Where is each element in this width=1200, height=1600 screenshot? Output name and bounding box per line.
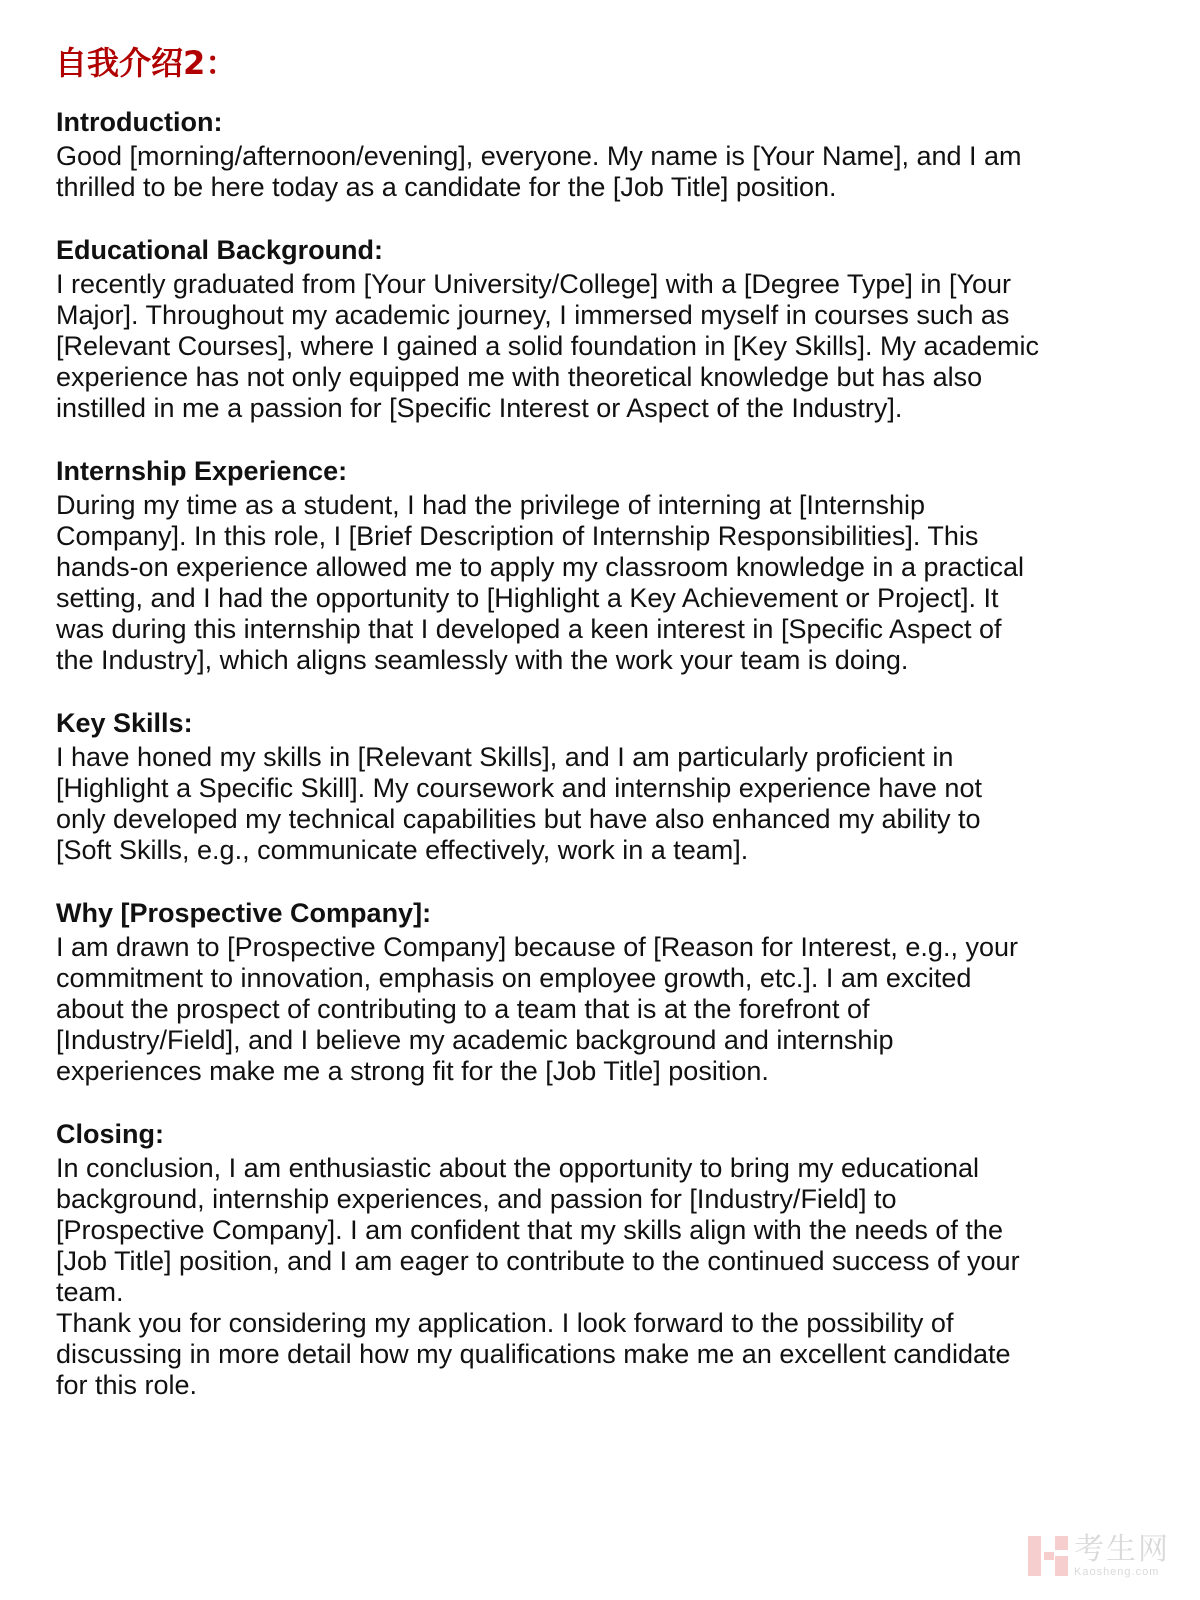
paragraph-line: Good [morning/afternoon/evening], everyone. My name is [Your Name], and I am <box>56 141 1022 171</box>
paragraph-line: Company]. In this role, I [Brief Description of Internship Responsibilities]. This <box>56 521 979 551</box>
paragraph-line: was during this internship that I developed a keen interest in [Specific Aspect of <box>56 614 1002 644</box>
section <box>56 897 1039 1087</box>
paragraph-line: [Industry/Field], and I believe my academic background and internship <box>56 1025 894 1055</box>
paragraph-line: background, internship experiences, and passion for [Industry/Field] to <box>56 1184 897 1214</box>
paragraph-line: During my time as a student, I had the privilege of interning at [Internship <box>56 490 925 520</box>
paragraph-line: In conclusion, I am enthusiastic about the opportunity to bring my educational <box>56 1153 980 1183</box>
section-heading: Internship Experience: <box>56 456 348 486</box>
section-heading: Educational Background: <box>56 235 384 265</box>
paragraph-line: experiences make me a strong fit for the [Job Title] position. <box>56 1056 769 1086</box>
section-heading: Key Skills: <box>56 708 193 738</box>
document-title: 自我介绍2： <box>55 44 238 82</box>
paragraph-line: setting, and I had the opportunity to [Highlight a Key Achievement or Project]. It <box>56 583 999 613</box>
section <box>56 455 1039 676</box>
paragraph-line: Major]. Throughout my academic journey, I immersed myself in courses such as <box>56 300 1010 330</box>
watermark-text: 考生网 <box>1074 1533 1170 1566</box>
watermark-logo-icon <box>1028 1536 1068 1576</box>
section-heading: Closing: <box>56 1119 164 1149</box>
paragraph-line: Thank you for considering my application. I look forward to the possibility of <box>56 1308 954 1338</box>
paragraph-line: thrilled to be here today as a candidate for the [Job Title] position. <box>56 172 837 202</box>
watermark-url: Kaosheng.com <box>1074 1566 1160 1578</box>
paragraph-line: about the prospect of contributing to a team that is at the forefront of <box>56 994 870 1024</box>
paragraph-line: only developed my technical capabilities but have also enhanced my ability to <box>56 804 981 834</box>
paragraph-line: I recently graduated from [Your University/College] with a [Degree Type] in [Your <box>56 269 1012 299</box>
paragraph-line: I am drawn to [Prospective Company] because of [Reason for Interest, e.g., your <box>56 932 1018 962</box>
paragraph-line: I have honed my skills in [Relevant Skills], and I am particularly proficient in <box>56 742 954 772</box>
paragraph-line: for this role. <box>56 1370 198 1400</box>
watermark <box>1028 1534 1170 1578</box>
section <box>56 1118 1039 1401</box>
document-body <box>56 106 1039 1432</box>
paragraph-line: team. <box>56 1277 124 1307</box>
paragraph-line: instilled in me a passion for [Specific Interest or Aspect of the Industry]. <box>56 393 903 423</box>
section-heading: Introduction: <box>56 107 223 137</box>
section <box>56 234 1039 424</box>
paragraph-line: [Highlight a Specific Skill]. My coursework and internship experience have not <box>56 773 982 803</box>
paragraph-line: the Industry], which aligns seamlessly with the work your team is doing. <box>56 645 909 675</box>
section-heading: Why [Prospective Company]: <box>56 898 432 928</box>
paragraph-line: [Prospective Company]. I am confident that my skills align with the needs of the <box>56 1215 1003 1245</box>
paragraph-line: hands-on experience allowed me to apply my classroom knowledge in a practical <box>56 552 1025 582</box>
paragraph-line: commitment to innovation, emphasis on employee growth, etc.]. I am excited <box>56 963 972 993</box>
section <box>56 106 1039 203</box>
paragraph-line: experience has not only equipped me with theoretical knowledge but has also <box>56 362 983 392</box>
paragraph-line: discussing in more detail how my qualifications make me an excellent candidate <box>56 1339 1011 1369</box>
section <box>56 707 1039 866</box>
paragraph-line: [Relevant Courses], where I gained a solid foundation in [Key Skills]. My academic <box>56 331 1039 361</box>
paragraph-line: [Soft Skills, e.g., communicate effectively, work in a team]. <box>56 835 749 865</box>
paragraph-line: [Job Title] position, and I am eager to contribute to the continued success of your <box>56 1246 1020 1276</box>
